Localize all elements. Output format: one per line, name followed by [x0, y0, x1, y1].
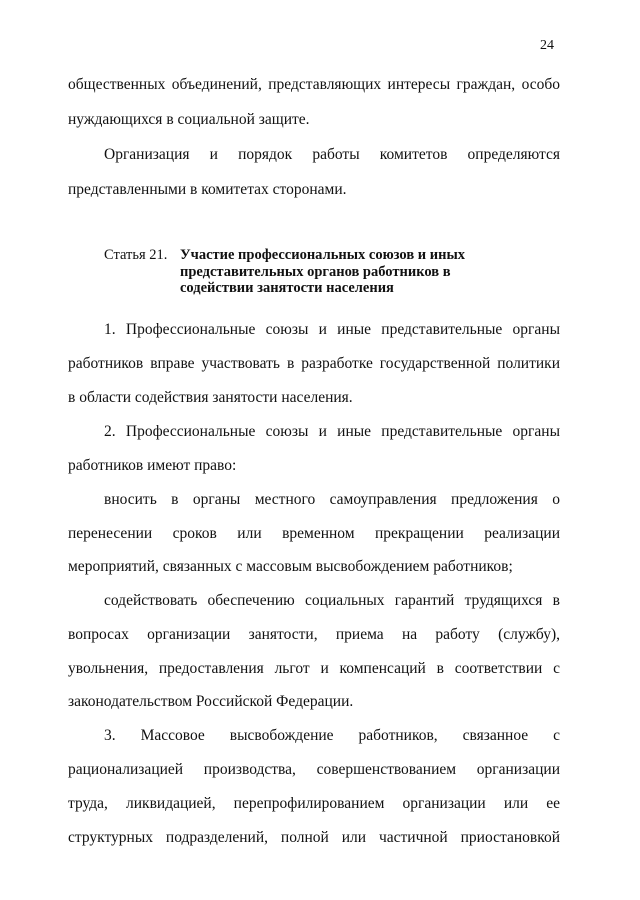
paragraph-line: 2. Профессиональные союзы и иные представительные органы — [104, 423, 560, 440]
paragraph-line: работников вправе участвовать в разработке государственной политики — [68, 355, 560, 372]
paragraph-line: общественных объединений, представляющих интересы граждан, особо — [68, 76, 560, 93]
paragraph-line: вопросах организации занятости, приема на работу (службу), — [68, 626, 560, 643]
paragraph-line: 1. Профессиональные союзы и иные представительные органы — [104, 321, 560, 338]
paragraph-line: вносить в органы местного самоуправления предложения о — [104, 491, 560, 508]
paragraph-line: нуждающихся в социальной защите. — [68, 111, 310, 128]
paragraph-line: представленными в комитетах сторонами. — [68, 181, 347, 198]
paragraph-line: 3. Массовое высвобождение работников, связанное с — [104, 727, 560, 744]
paragraph-line: рационализацией производства, совершенствованием организации — [68, 761, 560, 778]
paragraph-line: в области содействия занятости населения. — [68, 389, 353, 406]
paragraph-line: увольнения, предоставления льгот и компенсаций в соответствии с — [68, 660, 560, 677]
paragraph-line: содействовать обеспечению социальных гарантий трудящихся в — [104, 592, 560, 609]
paragraph-line: мероприятий, связанных с массовым высвобождением работников; — [68, 558, 513, 575]
paragraph-line: Организация и порядок работы комитетов определяются — [104, 146, 560, 163]
article-label: Статья 21. — [104, 247, 168, 263]
paragraph-line: законодательством Российской Федерации. — [68, 693, 354, 710]
paragraph-line: перенесении сроков или временном прекращении реализации — [68, 525, 560, 542]
paragraph-line: структурных подразделений, полной или частичной приостановкой — [68, 829, 560, 846]
page-number: 24 — [540, 38, 554, 53]
article-heading — [104, 247, 480, 297]
paragraph-line: труда, ликвидацией, перепрофилированием организации или ее — [68, 795, 560, 812]
article-title: Участие профессиональных союзов и иных представительных органов работников в содействии занятости населения — [180, 247, 466, 296]
paragraph-line: работников имеют право: — [68, 457, 237, 474]
